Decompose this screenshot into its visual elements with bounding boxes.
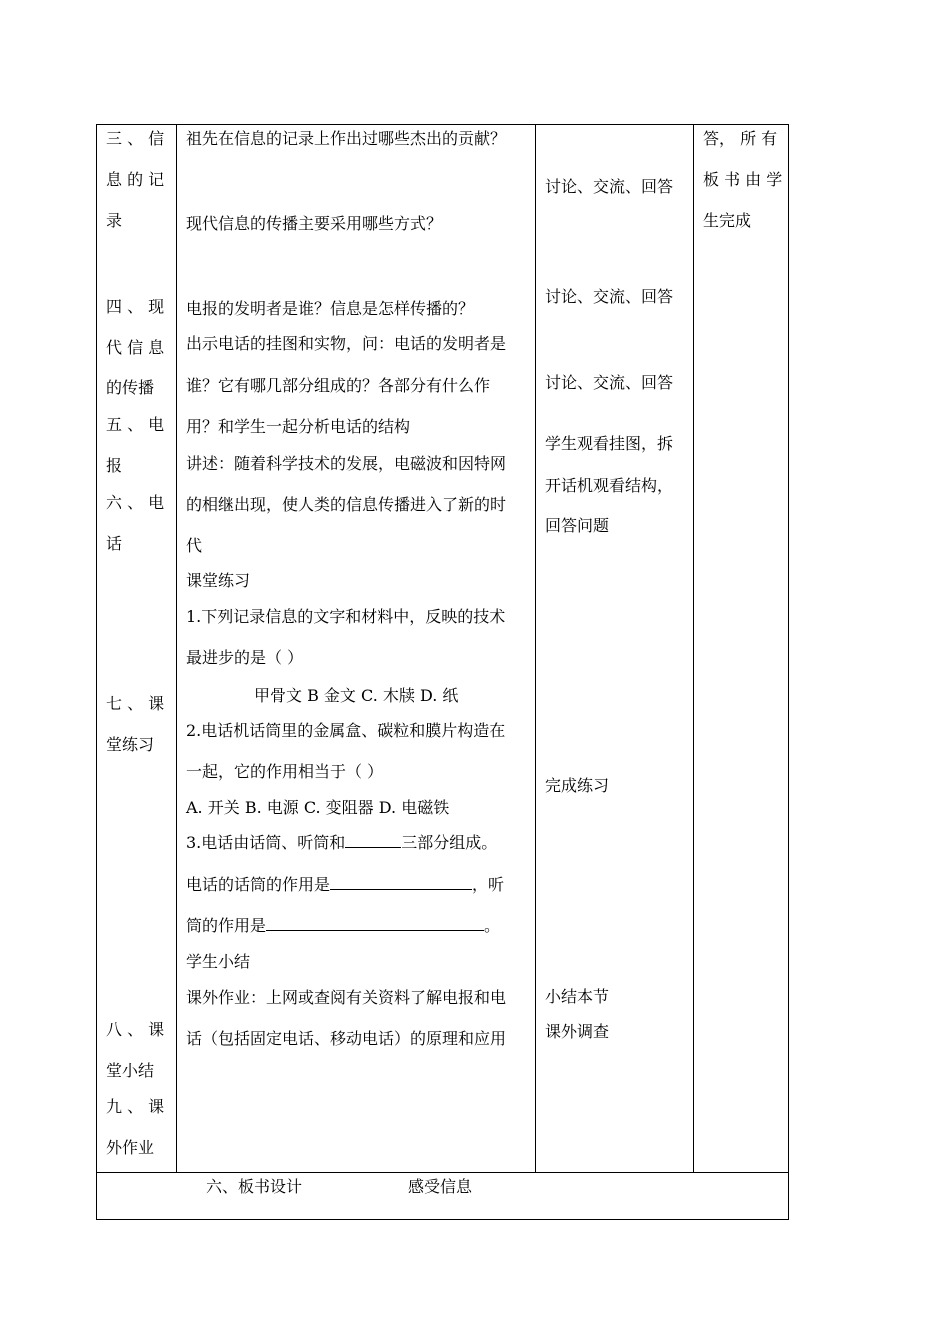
exercise-3-blank-3	[266, 916, 484, 931]
section-5-line-2: 报	[106, 456, 123, 475]
section-7-line-1: 七 、 课	[106, 694, 165, 713]
student-activity-4-line-3: 回答问题	[545, 516, 610, 535]
table-border-left	[96, 124, 97, 1220]
table-border-bottom	[96, 1219, 789, 1220]
section-4-line-1: 四 、 现	[106, 297, 165, 316]
narration-line-3: 代	[186, 536, 203, 555]
section-7-line-2: 堂练习	[106, 735, 155, 754]
section-4-line-3: 的传播	[106, 378, 155, 397]
narration-line-2: 的相继出现，使人类的信息传播进入了新的时	[186, 495, 507, 514]
section-8-line-1: 八 、 课	[106, 1020, 165, 1039]
table-border-right	[788, 124, 789, 1220]
exercise-3-text-e: 筒的作用是	[186, 916, 267, 935]
section-3-line-3: 录	[106, 211, 123, 230]
student-activity-4-line-1: 学生观看挂图，拆	[545, 434, 674, 453]
student-activity-5: 完成练习	[545, 776, 610, 795]
exercise-3-text-f: 。	[484, 916, 501, 935]
student-summary: 学生小结	[186, 952, 251, 971]
board-design-label: 六、板书设计	[206, 1177, 303, 1196]
section-6-line-1: 六 、 电	[106, 493, 165, 512]
telephone-question-line-3: 用？和学生一起分析电话的结构	[186, 417, 411, 436]
homework-line-2: 话（包括固定电话、移动电话）的原理和应用	[186, 1029, 507, 1048]
exercise-1-options: 甲骨文 B 金文 C. 木牍 D. 纸	[254, 686, 459, 705]
section-3-line-2: 息 的 记	[106, 170, 165, 189]
section-3-line-1: 三 、 信	[106, 129, 165, 148]
student-activity-6: 小结本节	[545, 987, 610, 1006]
exercise-3-text-c: 电话的话筒的作用是	[186, 875, 331, 894]
exercise-3-text-b: 三部分组成。	[401, 833, 498, 852]
exercise-3-line-2	[186, 875, 504, 895]
exercise-2-options: A. 开关 B. 电源 C. 变阻器 D. 电磁铁	[186, 798, 450, 817]
exercise-3-line-3	[186, 916, 500, 936]
telephone-question-line-1: 出示电话的挂图和实物，问：电话的发明者是	[186, 334, 507, 353]
question-ancestors-contribution: 祖先在信息的记录上作出过哪些杰出的贡献？	[186, 129, 507, 148]
section-9-line-1: 九 、 课	[106, 1097, 165, 1116]
student-activity-4-line-2: 开话机观看结构，	[545, 476, 674, 495]
narration-line-1: 讲述：随着科学技术的发展，电磁波和因特网	[186, 454, 507, 473]
board-design-topic: 感受信息	[408, 1177, 473, 1196]
question-modern-transmission: 现代信息的传播主要采用哪些方式？	[186, 214, 443, 233]
exercise-1-line-2: 最进步的是（ ）	[186, 648, 304, 667]
exercise-3-blank-2	[330, 875, 472, 890]
section-4-line-2: 代 信 息	[106, 338, 165, 357]
telephone-question-line-2: 谁？它有哪几部分组成的？各部分有什么作	[186, 376, 491, 395]
note-line-2: 板 书 由 学	[703, 170, 783, 189]
table-border-top	[96, 124, 789, 125]
table-row-divider	[96, 1172, 789, 1173]
section-6-line-2: 话	[106, 534, 123, 553]
exercise-3-blank-1	[345, 833, 401, 848]
table-divider-col2	[535, 124, 536, 1173]
exercise-3-text-d: ，听	[472, 875, 505, 894]
student-activity-1: 讨论、交流、回答	[545, 177, 674, 196]
table-divider-col1	[176, 124, 177, 1173]
exercise-2-line-2: 一起，它的作用相当于（ ）	[186, 762, 384, 781]
section-5-line-1: 五 、 电	[106, 415, 165, 434]
student-activity-7: 课外调查	[545, 1022, 610, 1041]
note-line-3: 生完成	[703, 211, 752, 230]
table-divider-col3	[693, 124, 694, 1173]
exercise-3-line-1	[186, 833, 497, 853]
section-8-line-2: 堂小结	[106, 1061, 155, 1080]
exercise-2-line-1: 2.电话机话筒里的金属盒、碳粒和膜片构造在	[186, 721, 506, 740]
student-activity-3: 讨论、交流、回答	[545, 373, 674, 392]
student-activity-2: 讨论、交流、回答	[545, 287, 674, 306]
homework-line-1: 课外作业：上网或查阅有关资料了解电报和电	[186, 988, 507, 1007]
note-line-1: 答， 所 有	[703, 129, 778, 148]
exercise-1-line-1: 1.下列记录信息的文字和材料中，反映的技术	[186, 607, 506, 626]
practice-title: 课堂练习	[186, 571, 251, 590]
question-telegraph-inventor: 电报的发明者是谁？信息是怎样传播的？	[186, 299, 475, 318]
section-9-line-2: 外作业	[106, 1138, 155, 1157]
exercise-3-text-a: 3.电话由话筒、听筒和	[186, 833, 346, 852]
